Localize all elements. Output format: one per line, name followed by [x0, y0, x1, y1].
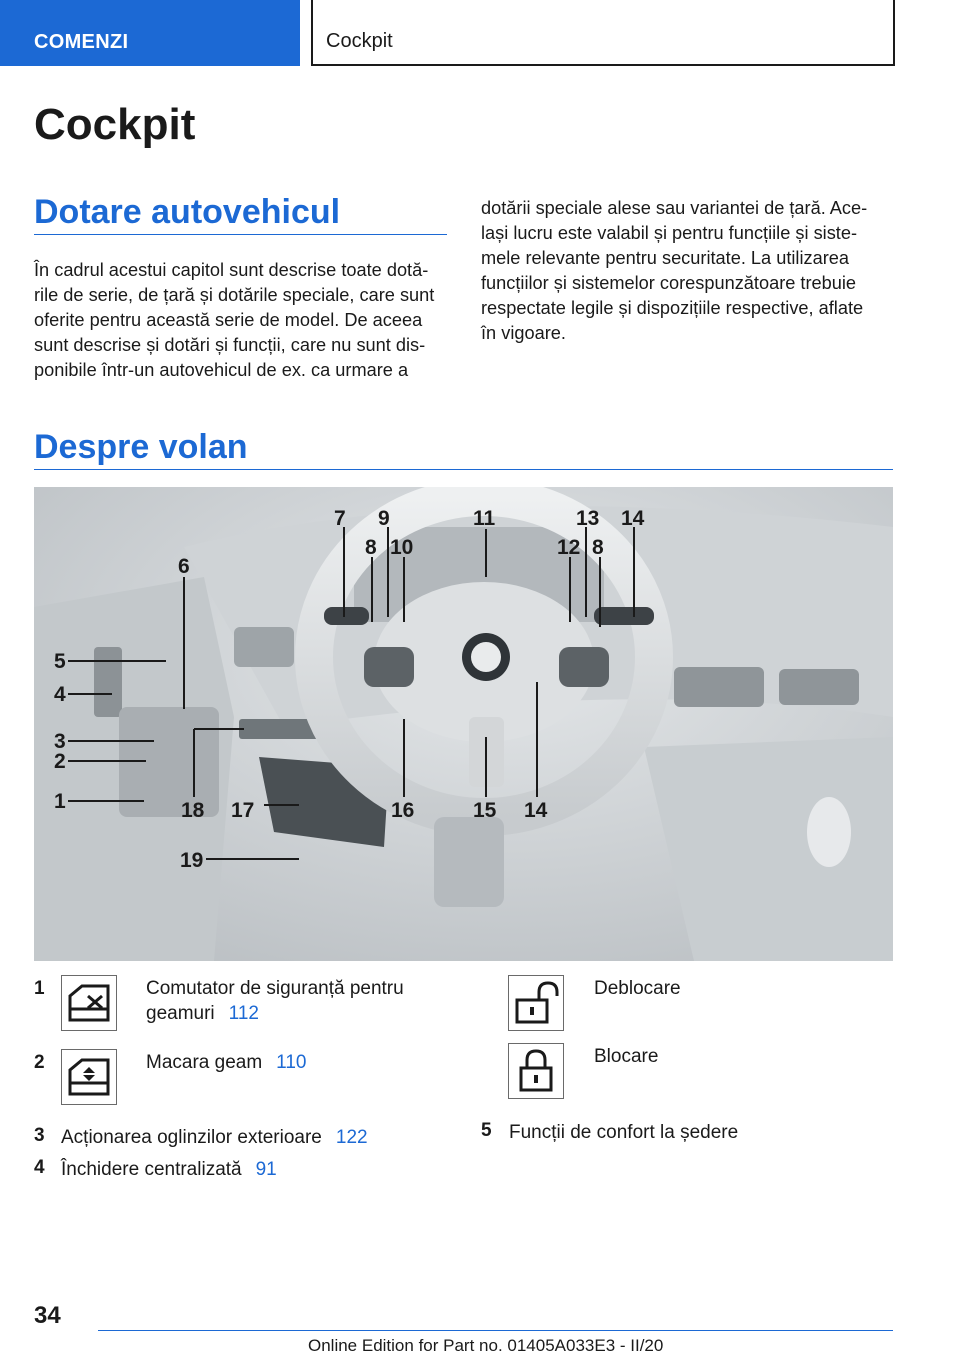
legend-text: Acționarea oglinzilor exterioare — [61, 1127, 322, 1148]
paragraph-line: mele relevante pentru securitate. La utilizarea — [481, 248, 849, 268]
callout-9: 9 — [378, 507, 390, 530]
callout-17: 16 — [391, 799, 415, 822]
legend-item-1 — [146, 976, 404, 1026]
callout-18: 17 — [231, 799, 255, 822]
lock-icon — [508, 1043, 564, 1099]
air-vent — [234, 627, 294, 667]
paragraph-line: funcțiilor și sistemelor corespunzătoare trebuie — [481, 273, 857, 293]
callout-13: 13 — [576, 507, 600, 530]
paragraph-line: oferite pentru această serie de model. De aceea — [34, 310, 423, 330]
right-spoke-buttons — [559, 647, 609, 687]
left-stalk — [324, 607, 369, 625]
page-reference-link[interactable]: 110 — [276, 1052, 307, 1073]
legend-text: geamuri — [146, 1003, 215, 1024]
callout-14: 14 — [621, 507, 645, 530]
door-handle — [94, 647, 122, 717]
paragraph-line: dotării speciale alese sau variantei de țară. Ace- — [481, 198, 868, 218]
air-vent — [779, 669, 859, 705]
window-lift-icon — [61, 1049, 117, 1105]
page-title: Cockpit — [34, 100, 196, 149]
legend-item-4 — [61, 1157, 277, 1182]
legend-text: Macara geam — [146, 1052, 263, 1073]
window-lock-icon — [61, 975, 117, 1031]
paragraph-line: sunt descrise și dotări și funcții, care nu sunt dis- — [34, 335, 426, 355]
callout-2: 2 — [54, 750, 66, 773]
paragraph-line: rile de serie, de țară și dotările speciale, care sunt — [34, 285, 435, 305]
header-rule — [313, 64, 895, 66]
legend-number: 4 — [34, 1157, 45, 1178]
legend-number: 3 — [34, 1125, 45, 1146]
legend-lock: Blocare — [594, 1046, 659, 1067]
section-heading-equipment: Dotare autovehicul — [34, 193, 341, 231]
callout-20: 19 — [180, 849, 204, 872]
header-separator — [311, 0, 313, 66]
cockpit-drawing — [34, 487, 893, 961]
page-number: 34 — [34, 1302, 61, 1329]
section-heading-steering: Despre volan — [34, 428, 248, 466]
left-spoke-buttons — [364, 647, 414, 687]
legend-unlock: Deblocare — [594, 978, 681, 999]
gear-selector — [807, 797, 851, 867]
cockpit-illustration — [34, 487, 893, 961]
chapter-title: Cockpit — [326, 30, 393, 52]
callout-10: 10 — [390, 536, 414, 559]
callout-4: 4 — [54, 683, 66, 706]
callout-1: 1 — [54, 790, 66, 813]
right-stalk — [594, 607, 654, 625]
unlock-icon — [508, 975, 564, 1031]
air-vent — [674, 667, 764, 707]
callout-12: 12 — [557, 536, 581, 559]
page-reference-link[interactable]: 91 — [255, 1159, 277, 1180]
paragraph-line: lași lucru este valabil și pentru funcțiile și siste- — [481, 223, 858, 243]
legend-number: 2 — [34, 1052, 45, 1073]
callout-8-left: 8 — [365, 536, 377, 559]
bmw-logo-inner — [471, 642, 501, 672]
legend-item-2 — [146, 1050, 306, 1075]
footer-rule — [98, 1330, 893, 1331]
pedal — [434, 817, 504, 907]
callout-5: 5 — [54, 650, 66, 673]
paragraph-col1 — [34, 258, 434, 383]
paragraph-line: respectate legile și dispozițiile respective, aflate — [481, 298, 864, 318]
legend-item-3 — [61, 1125, 368, 1150]
page-reference-link[interactable]: 122 — [335, 1127, 368, 1148]
callout-7: 7 — [334, 507, 346, 530]
paragraph-col2 — [481, 196, 867, 346]
legend-number: 1 — [34, 978, 45, 999]
callout-8-right: 8 — [592, 536, 604, 559]
legend-number: 5 — [481, 1120, 492, 1141]
paragraph-line: În cadrul acestui capitol sunt descrise toate dotă- — [34, 260, 429, 280]
page-reference-link[interactable]: 112 — [228, 1003, 259, 1024]
paragraph-line: în vigoare. — [481, 323, 566, 343]
header-end-rule — [893, 0, 895, 66]
section-tab-label: COMENZI — [34, 31, 129, 53]
footer-edition: Online Edition for Part no. 01405A033E3 - II/20 — [308, 1336, 664, 1355]
legend-text: Închidere centralizată — [61, 1159, 242, 1180]
legend-text: Comutator de siguranță pentru — [146, 978, 404, 999]
callout-11: 11 — [473, 507, 496, 530]
callout-19: 18 — [181, 799, 205, 822]
callout-3: 3 — [54, 730, 66, 753]
legend-item-5: Funcții de confort la ședere — [509, 1122, 739, 1143]
section-tab[interactable] — [0, 0, 300, 66]
callout-15: 14 — [524, 799, 548, 822]
paragraph-line: ponibile într-un autovehicul de ex. ca urmare a — [34, 360, 409, 380]
section-rule — [34, 234, 447, 235]
callout-6: 6 — [178, 555, 190, 578]
section-rule — [34, 469, 893, 470]
callout-16: 15 — [473, 799, 497, 822]
